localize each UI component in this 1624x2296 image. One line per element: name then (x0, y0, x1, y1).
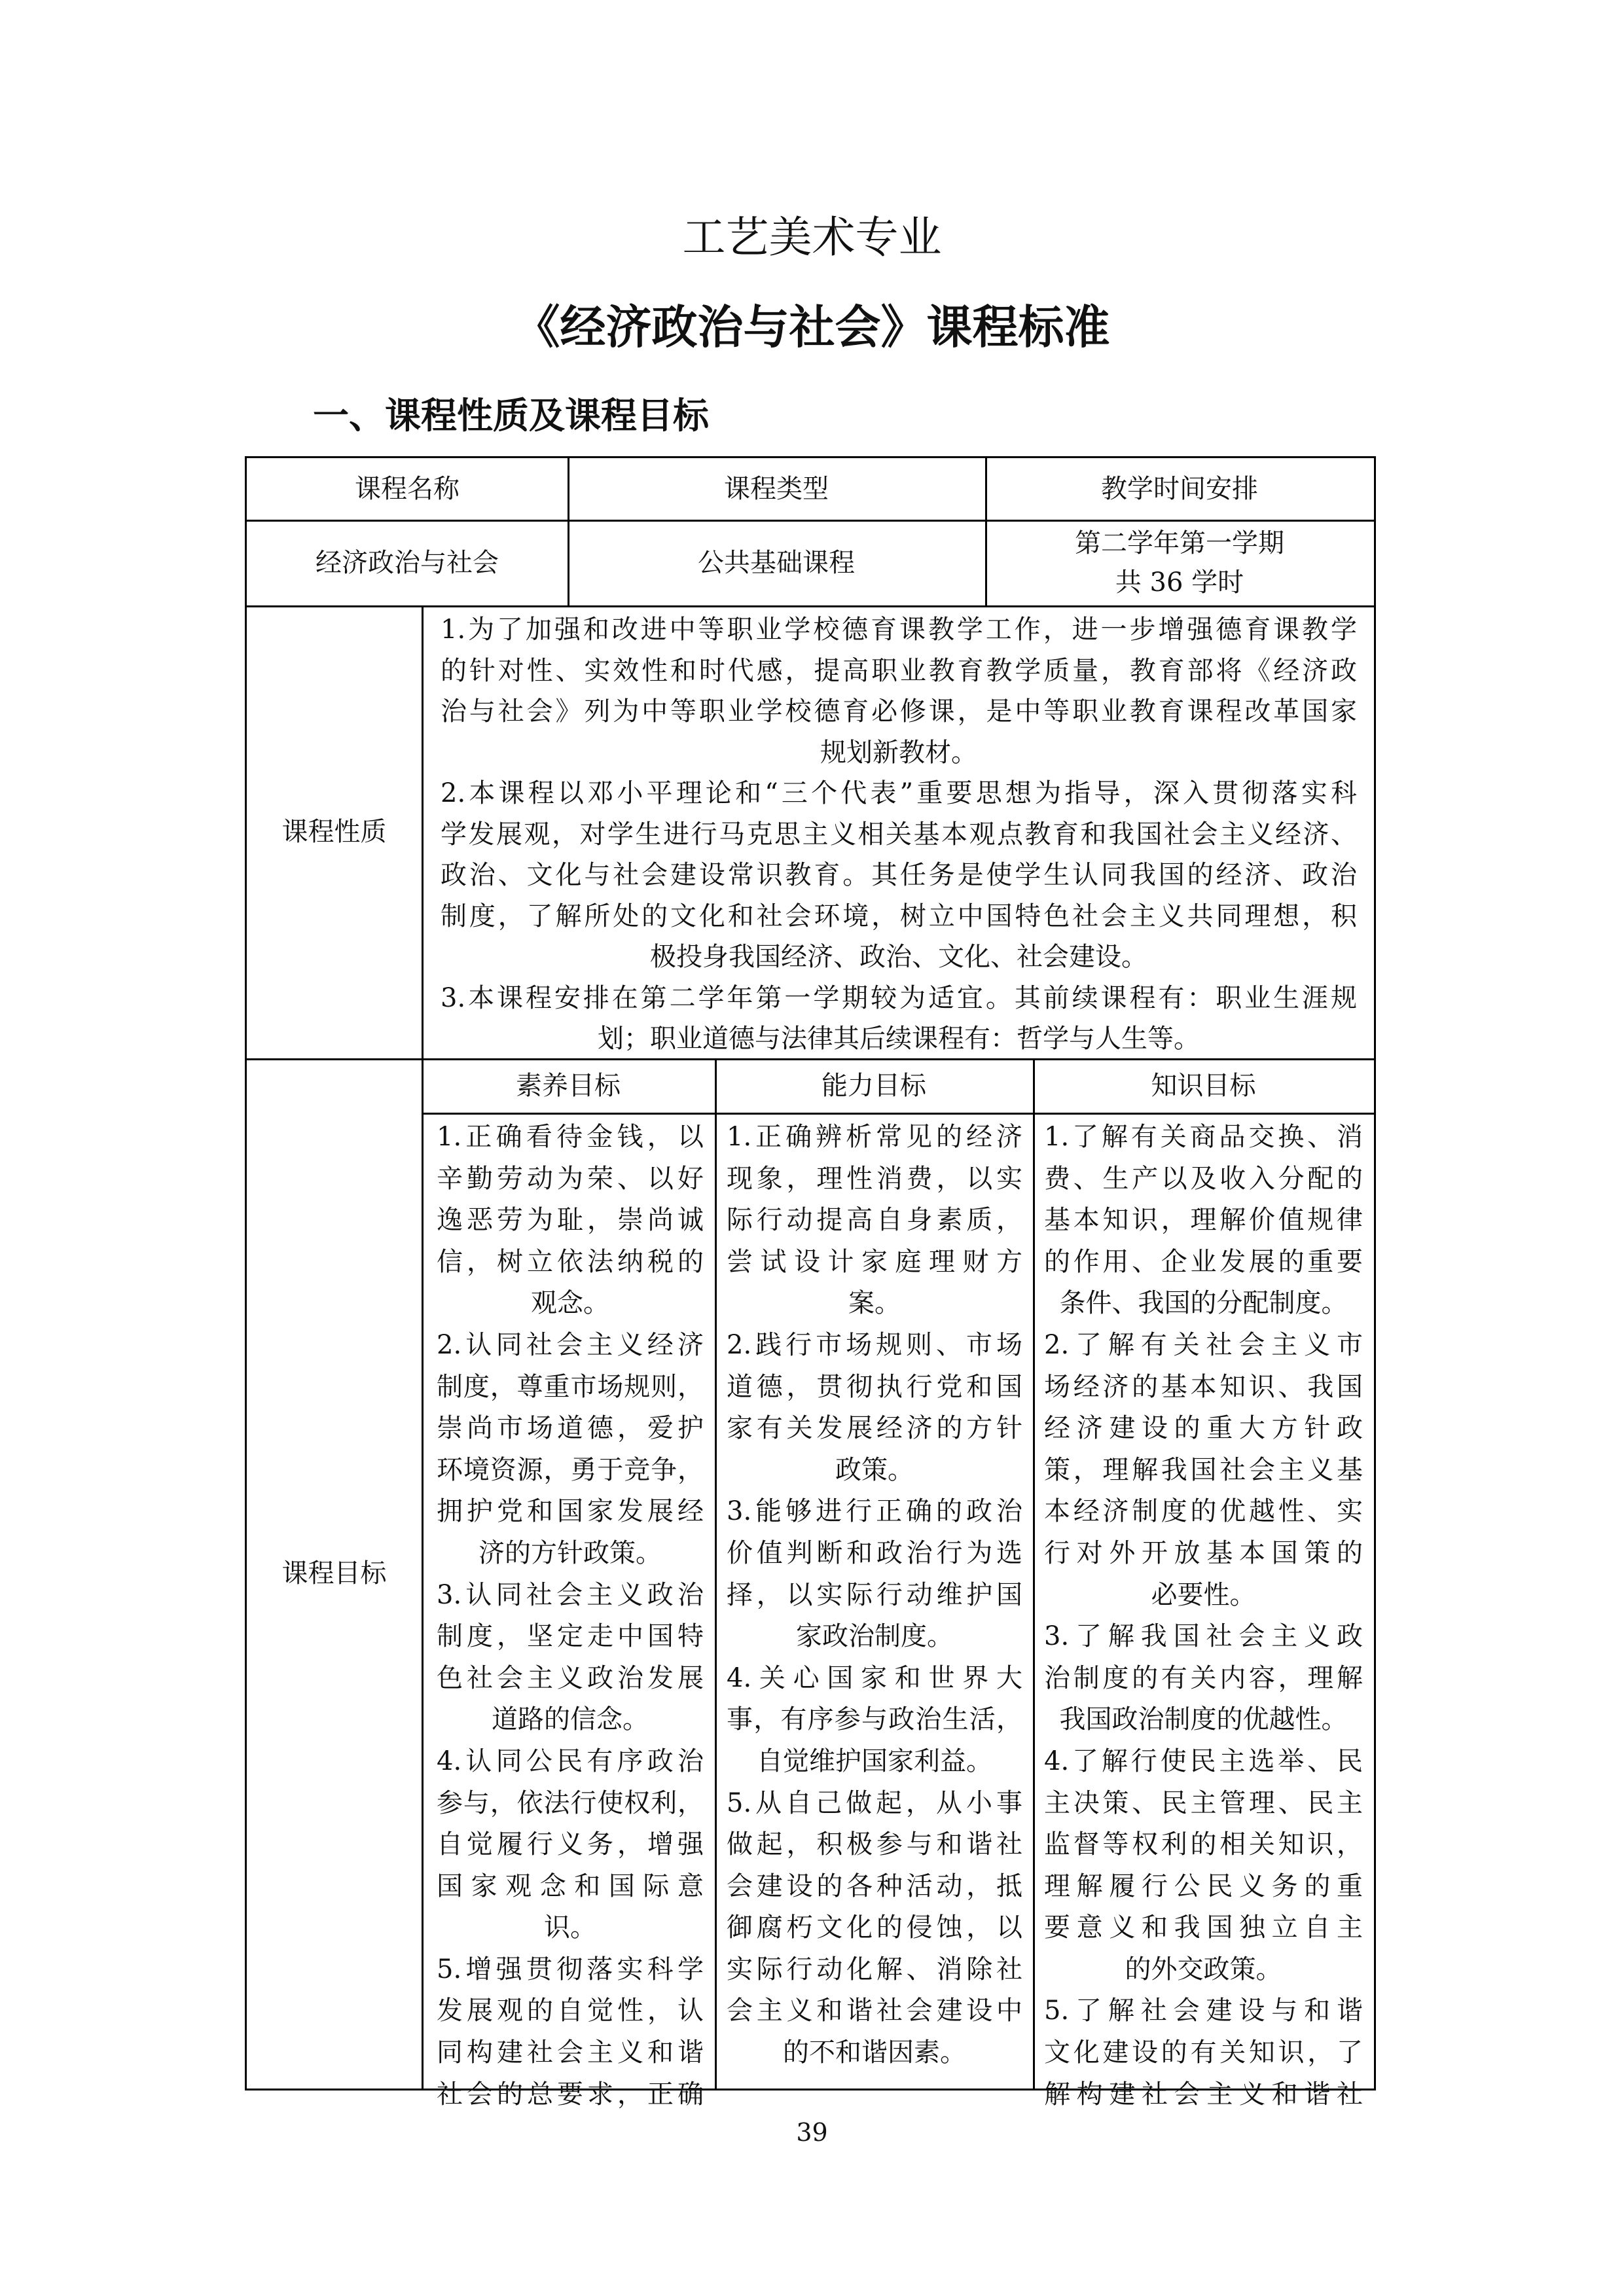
goal-line: 自觉维护国家利益。 (757, 1746, 992, 1776)
ability-goals-header: 能力目标 (821, 1070, 926, 1101)
goal-line: 我国政治制度的优越性。 (1059, 1704, 1348, 1735)
goal-line: 5.增强贯彻落实科学 (437, 1954, 704, 1984)
table-rule (422, 605, 424, 2089)
goal-line: 4.关心国家和世界大 (727, 1662, 1022, 1693)
goal-line: 文化建设的有关知识，了 (1044, 2037, 1363, 2068)
goal-line: 观念。 (531, 1288, 609, 1319)
goal-line: 条件、我国的分配制度。 (1059, 1288, 1348, 1319)
goal-line: 际行动提高自身素质， (727, 1205, 1022, 1236)
goal-line: 家政治制度。 (796, 1621, 953, 1652)
goal-line: 环境资源，勇于竞争， (437, 1454, 704, 1485)
goal-line: 1.了解有关商品交换、消 (1044, 1122, 1363, 1152)
goal-line: 现象，理性消费，以实 (727, 1163, 1022, 1194)
goal-line: 5.从自己做起，从小事 (727, 1787, 1022, 1818)
goal-line: 理解履行公民义务的重 (1044, 1871, 1363, 1901)
goal-line: 基本知识，理解价值规律 (1044, 1205, 1363, 1236)
goal-line: 本经济制度的优越性、实 (1044, 1496, 1363, 1527)
goal-line: 3.了解我国社会主义政 (1044, 1621, 1363, 1652)
goal-line: 拥护党和国家发展经 (437, 1496, 704, 1527)
table-rule (1033, 1058, 1035, 2089)
goal-line: 国家观念和国际意 (437, 1871, 704, 1901)
nature-line: 规划新教材。 (820, 737, 977, 768)
goal-line: 实际行动化解、消除社 (727, 1954, 1022, 1984)
goal-line: 事，有序参与政治生活， (727, 1704, 1022, 1735)
goal-line: 案。 (848, 1288, 901, 1319)
literacy-goals-header: 素养目标 (516, 1070, 621, 1101)
goal-line: 济的方针政策。 (478, 1537, 662, 1568)
goal-line: 1.正确辨析常见的经济 (727, 1122, 1022, 1152)
goal-line: 制度，尊重市场规则， (437, 1371, 704, 1402)
schedule-term: 第二学年第一学期 (1075, 528, 1284, 558)
goal-line: 逸恶劳为耻，崇尚诚 (437, 1205, 704, 1236)
course-name-value: 经济政治与社会 (316, 547, 499, 578)
knowledge-goals-header: 知识目标 (1151, 1070, 1256, 1101)
nature-line: 制度，了解所处的文化和社会环境，树立中国特色社会主义共同理想，积 (441, 901, 1357, 931)
goals-label: 课程目标 (281, 1558, 387, 1588)
goal-line: 择，以实际行动维护国 (727, 1579, 1022, 1610)
goal-line: 尝试设计家庭理财方 (727, 1246, 1022, 1277)
knowledge-goals-text (1044, 1117, 1363, 2109)
goal-line: 崇尚市场道德，爱护 (437, 1413, 704, 1444)
course-standard-title: 《经济政治与社会》课程标准 (514, 300, 1110, 354)
goal-line: 的作用、企业发展的重要 (1044, 1246, 1363, 1277)
goal-line: 辛勤劳动为荣、以好 (437, 1163, 704, 1194)
section-heading: 一、课程性质及课程目标 (313, 395, 710, 437)
goal-line: 场经济的基本知识、我国 (1044, 1371, 1363, 1402)
goal-line: 政策。 (835, 1454, 914, 1485)
schedule-value (985, 520, 1374, 605)
header-course-name: 课程名称 (355, 474, 460, 504)
nature-line: 划；职业道德与法律其后续课程有：哲学与人生等。 (598, 1024, 1200, 1054)
nature-line: 3.本课程安排在第二学年第一学期较为适宜。其前续课程有：职业生涯规 (441, 982, 1357, 1013)
goal-line: 色社会主义政治发展 (437, 1662, 704, 1693)
nature-line: 极投身我国经济、政治、文化、社会建设。 (650, 942, 1147, 972)
nature-line: 的针对性、实效性和时代感，提高职业教育教学质量，教育部将《经济政 (441, 655, 1357, 686)
goal-line: 自觉履行义务，增强 (437, 1829, 704, 1860)
goal-line: 信，树立依法纳税的 (437, 1246, 704, 1277)
goal-line: 做起，积极参与和谐社 (727, 1829, 1022, 1860)
goal-line: 监督等权利的相关知识， (1044, 1829, 1363, 1860)
header-course-type: 课程类型 (724, 474, 829, 504)
goal-line: 发展观的自觉性，认 (437, 1996, 704, 2026)
literacy-goals-text (437, 1117, 704, 2109)
header-schedule: 教学时间安排 (1101, 474, 1258, 504)
goal-line: 主决策、民主管理、民主 (1044, 1787, 1363, 1818)
goal-line: 价值判断和政治行为选 (727, 1537, 1022, 1568)
goal-line: 社会的总要求，正确 (437, 2079, 704, 2109)
nature-line: 治与社会》列为中等职业学校德育必修课，是中等职业教育课程改革国家 (441, 696, 1357, 726)
goal-line: 参与，依法行使权利， (437, 1787, 704, 1818)
goal-line: 治制度的有关内容，理解 (1044, 1662, 1363, 1693)
goal-line: 道德，贯彻执行党和国 (727, 1371, 1022, 1402)
goal-line: 识。 (544, 1912, 596, 1943)
nature-line: 1.为了加强和改进中等职业学校德育课教学工作，进一步增强德育课教学 (441, 615, 1357, 645)
goal-line: 会建设的各种活动，抵 (727, 1871, 1022, 1901)
page-number: 39 (796, 2118, 828, 2147)
goal-line: 解构建社会主义和谐社 (1044, 2079, 1363, 2109)
goal-line: 费、生产以及收入分配的 (1044, 1163, 1363, 1194)
goal-line: 3.认同社会主义政治 (437, 1579, 704, 1610)
goal-line: 策，理解我国社会主义基 (1044, 1454, 1363, 1485)
nature-text (441, 609, 1357, 1058)
goal-line: 的不和谐因素。 (783, 2037, 966, 2068)
table-rule (715, 1058, 717, 2089)
goal-line: 4.了解行使民主选举、民 (1044, 1746, 1363, 1776)
nature-line: 学发展观，对学生进行马克思主义相关基本观点教育和我国社会主义经济、 (441, 819, 1357, 850)
schedule-hours: 共 36 学时 (1115, 567, 1244, 598)
goal-line: 家有关发展经济的方针 (727, 1413, 1022, 1444)
nature-line: 2.本课程以邓小平理论和“三个代表”重要思想为指导，深入贯彻落实科 (441, 778, 1357, 808)
course-table (245, 456, 1376, 2109)
goal-line: 同构建社会主义和谐 (437, 2037, 704, 2068)
table-rule (422, 1113, 1374, 1115)
goal-line: 1.正确看待金钱，以 (437, 1122, 704, 1152)
goal-line: 5.了解社会建设与和谐 (1044, 1996, 1363, 2026)
nature-line: 政治、文化与社会建设常识教育。其任务是使学生认同我国的经济、政治 (441, 860, 1357, 890)
goal-line: 道路的信念。 (492, 1704, 649, 1735)
ability-goals-text (727, 1117, 1022, 2089)
major-title: 工艺美术专业 (682, 212, 942, 262)
goal-line: 要意义和我国独立自主 (1044, 1912, 1363, 1943)
goal-line: 的外交政策。 (1125, 1954, 1282, 1984)
goal-line: 4.认同公民有序政治 (437, 1746, 704, 1776)
goal-line: 制度，坚定走中国特 (437, 1621, 704, 1652)
goal-line: 行对外开放基本国策的 (1044, 1537, 1363, 1568)
course-type-value: 公共基础课程 (698, 547, 855, 578)
goal-line: 御腐朽文化的侵蚀，以 (727, 1912, 1022, 1943)
goal-line: 经济建设的重大方针政 (1044, 1413, 1363, 1444)
goal-line: 2.践行市场规则、市场 (727, 1329, 1022, 1360)
nature-label: 课程性质 (281, 817, 387, 847)
goal-line: 会主义和谐社会建设中 (727, 1996, 1022, 2026)
goal-line: 必要性。 (1151, 1579, 1256, 1610)
goal-line: 2.认同社会主义经济 (437, 1329, 704, 1360)
goal-line: 3.能够进行正确的政治 (727, 1496, 1022, 1527)
goal-line: 2.了解有关社会主义市 (1044, 1329, 1363, 1360)
